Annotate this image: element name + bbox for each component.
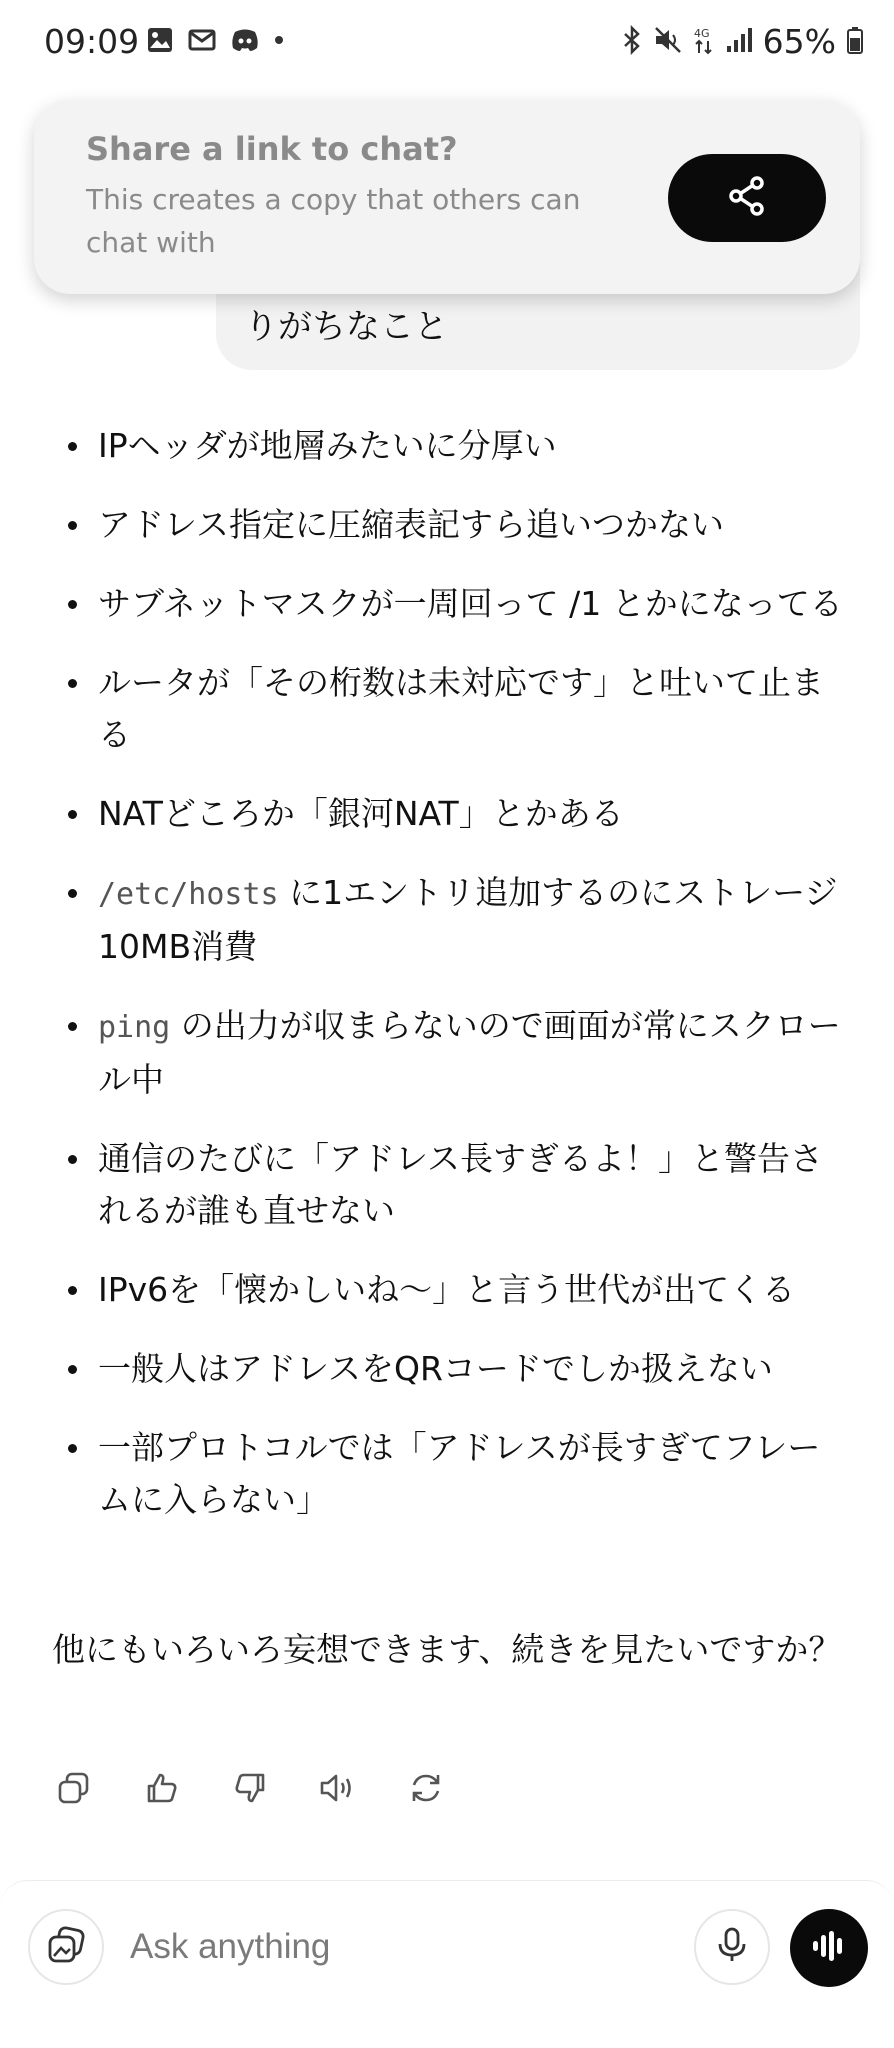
list-item: 一部プロトコルでは「アドレスが長すぎてフレームに入らない」 <box>60 1422 850 1526</box>
share-card-subtitle: This creates a copy that others can chat with <box>86 183 581 259</box>
copy-icon <box>57 1771 91 1809</box>
composer <box>0 1880 894 2048</box>
list-item: ping の出力が収まらないので画面が常にスクロール中 <box>60 1000 850 1106</box>
list-item: アドレス指定に圧縮表記すら追いつかない <box>60 499 850 551</box>
share-card-title: Share a link to chat? <box>86 130 458 168</box>
thumbs-down-button[interactable] <box>230 1770 270 1810</box>
response-bullet-list <box>60 420 850 1553</box>
mute-icon <box>653 25 683 59</box>
thumbs-down-icon <box>233 1771 267 1809</box>
bluetooth-icon <box>621 25 643 59</box>
copy-button[interactable] <box>54 1770 94 1810</box>
dot-icon <box>272 32 286 51</box>
list-item: ルータが「その桁数は未対応です」と吐いて止まる <box>60 657 850 761</box>
list-item: 通信のたびに「アドレス長すぎるよ！」と警告されるが誰も直せない <box>60 1133 850 1237</box>
list-item: IPヘッダが地層みたいに分厚い <box>60 420 850 472</box>
status-notification-icons <box>146 26 286 56</box>
message-actions <box>54 1770 446 1810</box>
read-aloud-icon <box>319 1771 357 1809</box>
discord-icon <box>230 26 260 56</box>
thumbs-up-icon <box>145 1771 179 1809</box>
status-bar <box>0 0 894 84</box>
inline-code: ping <box>98 1010 171 1045</box>
list-item: /etc/hosts に1エントリ追加するのにストレージ10MB消費 <box>60 867 850 973</box>
4g-icon <box>693 25 715 59</box>
image-attach-icon <box>46 1925 86 1969</box>
list-item: IPv6を「懐かしいね〜」と言う世代が出てくる <box>60 1264 850 1316</box>
attach-image-button[interactable] <box>28 1909 104 1985</box>
share-icon <box>725 174 769 222</box>
regenerate-button[interactable] <box>406 1770 446 1810</box>
inline-code: /etc/hosts <box>98 877 279 912</box>
list-item: 一般人はアドレスをQRコードでしか扱えない <box>60 1343 850 1395</box>
dictate-button[interactable] <box>694 1909 770 1985</box>
share-link-card <box>34 100 860 294</box>
status-time: 09:09 <box>44 22 140 61</box>
gallery-icon <box>146 26 176 56</box>
signal-icon <box>725 26 753 58</box>
response-closing-text: 他にもいろいろ妄想できます、続きを見たいですか？ <box>52 1630 842 1669</box>
battery-icon <box>846 25 864 59</box>
status-system-icons <box>621 22 864 61</box>
read-aloud-button[interactable] <box>318 1770 358 1810</box>
user-message-text: りがちなこと <box>244 307 448 347</box>
list-item: サブネットマスクが一周回って /1 とかになってる <box>60 578 850 630</box>
voice-mode-button[interactable] <box>790 1909 868 1987</box>
mic-icon <box>715 1926 749 1968</box>
mail-icon <box>188 26 218 56</box>
svg-text:4G: 4G <box>693 26 710 40</box>
list-item: NATどころか「銀河NAT」とかある <box>60 788 850 840</box>
thumbs-up-button[interactable] <box>142 1770 182 1810</box>
voice-mode-icon <box>809 1926 849 1970</box>
regenerate-icon <box>408 1770 444 1810</box>
battery-percent: 65% <box>762 22 836 61</box>
share-button[interactable] <box>668 154 826 242</box>
ask-input[interactable] <box>130 1917 670 1977</box>
